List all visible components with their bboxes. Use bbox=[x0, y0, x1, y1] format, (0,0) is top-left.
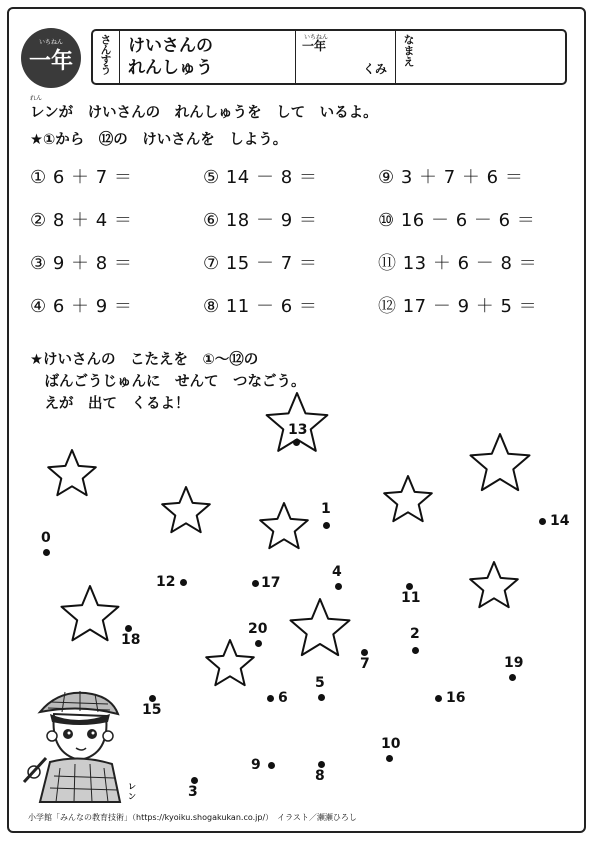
footer-credit: 小学館「みんなの教育技術」（https://kyoiku.shogakukan.co.jp/） イラスト／瀬瀬ひろし bbox=[28, 813, 357, 822]
dot-label-13: 13 bbox=[288, 422, 308, 438]
intro-ruby: れん bbox=[30, 95, 43, 102]
dot-18[interactable] bbox=[125, 625, 132, 632]
dot-label-20: 20 bbox=[248, 621, 268, 637]
dot-15[interactable] bbox=[149, 695, 156, 702]
dot-4[interactable] bbox=[335, 583, 342, 590]
dot-9[interactable] bbox=[268, 762, 275, 769]
dot-label-4: 4 bbox=[332, 564, 342, 580]
problem-3: ③ 9 ＋ 8 ＝ bbox=[30, 253, 133, 274]
name-field[interactable] bbox=[396, 31, 565, 83]
dot-label-8: 8 bbox=[315, 768, 325, 784]
class-ruby: いちねん bbox=[304, 34, 329, 41]
star-shape-4 bbox=[255, 497, 313, 555]
star-shape-6 bbox=[465, 428, 535, 498]
dot-label-5: 5 bbox=[315, 675, 325, 691]
dot-label-10: 10 bbox=[381, 736, 401, 752]
star-shape-9 bbox=[285, 593, 355, 663]
dot-label-9: 9 bbox=[251, 757, 261, 773]
worksheet-header bbox=[91, 29, 567, 85]
problem-1: ① 6 ＋ 7 ＝ bbox=[30, 167, 133, 188]
grade-badge-label: 一年 bbox=[28, 49, 73, 74]
problem-11: ⑪ 13 ＋ 6 － 8 ＝ bbox=[378, 253, 538, 274]
dot-10[interactable] bbox=[386, 755, 393, 762]
dot-label-18: 18 bbox=[121, 632, 141, 648]
dot-5[interactable] bbox=[318, 694, 325, 701]
problem-8: ⑧ 11 － 6 ＝ bbox=[203, 296, 318, 317]
dot-label-12: 12 bbox=[156, 574, 176, 590]
dot-1[interactable] bbox=[323, 522, 330, 529]
star-shape-7 bbox=[465, 556, 523, 614]
dot-8[interactable] bbox=[318, 761, 325, 768]
class-cell[interactable] bbox=[296, 31, 396, 83]
dot-label-2: 2 bbox=[410, 626, 420, 642]
title-cell bbox=[120, 31, 296, 83]
dot-20[interactable] bbox=[255, 640, 262, 647]
dot-label-16: 16 bbox=[446, 690, 466, 706]
instruction-connect-dots: ★けいさんの こたえを ①～⑫の ばんごうじゅんに せんて つなごう。 えが 出て くるよ！ bbox=[30, 352, 306, 412]
dot-12[interactable] bbox=[180, 579, 187, 586]
dot-label-11: 11 bbox=[401, 590, 421, 606]
problem-9: ⑨ 3 ＋ 7 ＋ 6 ＝ bbox=[378, 167, 524, 188]
instruction-calculate: ★①から ⑫の けいさんを しよう。 bbox=[30, 132, 288, 148]
dot-label-17: 17 bbox=[261, 575, 281, 591]
dot-3[interactable] bbox=[191, 777, 198, 784]
worksheet-title: けいさんの れんしゅう bbox=[128, 36, 213, 78]
class-suffix: くみ bbox=[362, 62, 387, 76]
name-label: なまえ bbox=[402, 34, 415, 67]
class-grade: 一年 bbox=[302, 39, 327, 53]
problem-12: ⑫ 17 － 9 ＋ 5 ＝ bbox=[378, 296, 538, 317]
dot-label-7: 7 bbox=[360, 656, 370, 672]
dot-19[interactable] bbox=[509, 674, 516, 681]
character-name: レ ン bbox=[128, 782, 136, 801]
star-shape-2 bbox=[43, 444, 101, 502]
dot-0[interactable] bbox=[43, 549, 50, 556]
detective-boy-illustration bbox=[20, 684, 130, 804]
dot-label-15: 15 bbox=[142, 702, 162, 718]
grade-badge-ruby: いちねん bbox=[38, 39, 63, 46]
subject-label: さんすう bbox=[99, 34, 112, 74]
problem-2: ② 8 ＋ 4 ＝ bbox=[30, 210, 133, 231]
dot-13[interactable] bbox=[293, 439, 300, 446]
problem-5: ⑤ 14 － 8 ＝ bbox=[203, 167, 318, 188]
dot-label-0: 0 bbox=[41, 530, 51, 546]
dot-14[interactable] bbox=[539, 518, 546, 525]
star-shape-3 bbox=[157, 481, 215, 539]
dot-label-3: 3 bbox=[188, 784, 198, 800]
problem-4: ④ 6 ＋ 9 ＝ bbox=[30, 296, 133, 317]
subject-cell bbox=[93, 31, 120, 83]
dot-7[interactable] bbox=[361, 649, 368, 656]
problem-10: ⑩ 16 － 6 － 6 ＝ bbox=[378, 210, 536, 231]
star-shape-5 bbox=[379, 470, 437, 528]
dot-label-1: 1 bbox=[321, 501, 331, 517]
dot-6[interactable] bbox=[267, 695, 274, 702]
problem-7: ⑦ 15 － 7 ＝ bbox=[203, 253, 318, 274]
dot-16[interactable] bbox=[435, 695, 442, 702]
dot-11[interactable] bbox=[406, 583, 413, 590]
dot-label-14: 14 bbox=[550, 513, 570, 529]
problem-6: ⑥ 18 － 9 ＝ bbox=[203, 210, 318, 231]
dot-2[interactable] bbox=[412, 647, 419, 654]
star-shape-8 bbox=[56, 580, 124, 648]
grade-badge bbox=[21, 28, 81, 88]
star-shape-10 bbox=[201, 634, 259, 692]
dot-label-6: 6 bbox=[278, 690, 288, 706]
dot-label-19: 19 bbox=[504, 655, 524, 671]
dot-17[interactable] bbox=[252, 580, 259, 587]
intro-text: レンが けいさんの れんしゅうを して いるよ。 bbox=[30, 105, 378, 121]
